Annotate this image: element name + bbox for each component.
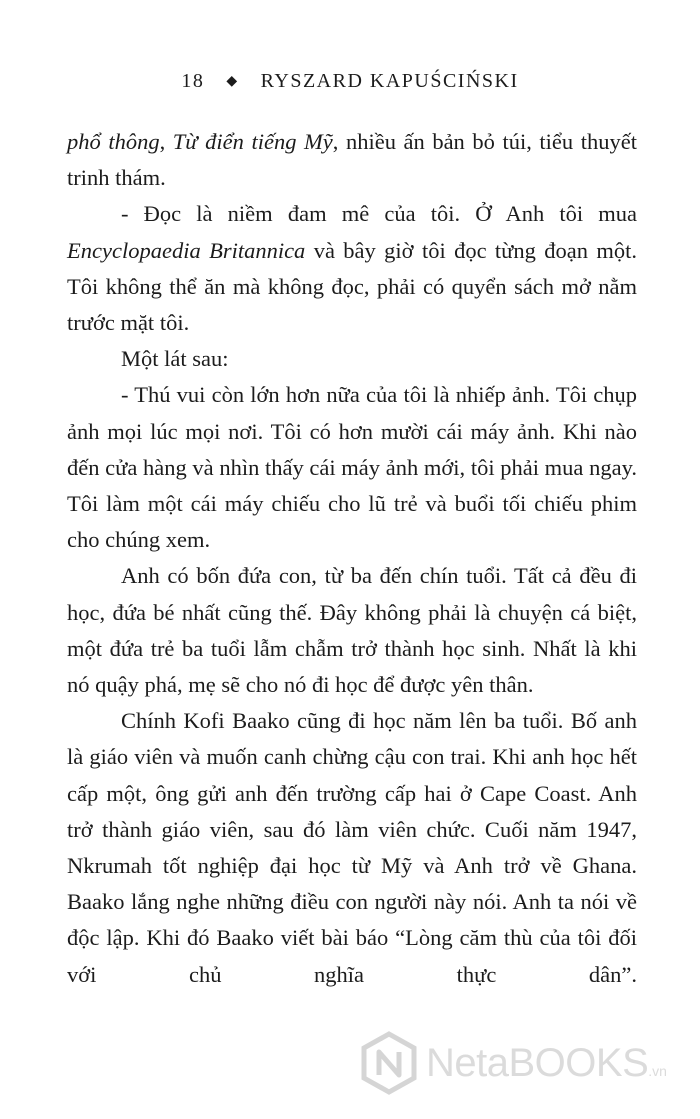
paragraph-1-rest: , nhiều ấn bản bỏ túi, tiểu thuyết trinh thám. — [67, 129, 637, 191]
italic-title-2: Từ điển tiếng Mỹ — [172, 129, 333, 154]
paragraph-4: - Thú vui còn lớn hơn nữa của tôi là nhiếp ảnh. Tôi chụp ảnh mọi lúc mọi nơi. Tôi có hơn mười cái máy ảnh. Khi nào đến cửa hàng và nhìn thấy cái máy ảnh mới, tôi phải mua ngay. Tôi làm một cái máy chiếu cho lũ trẻ và buổi tối chiếu phim cho chúng xem. — [67, 382, 637, 553]
page-number: 18 — [181, 70, 205, 92]
italic-encyclopaedia: Encyclopaedia Britannica — [67, 237, 306, 263]
italic-title-1: phổ thông — [67, 129, 160, 154]
paragraph-2-rest: và bây giờ tôi đọc từng đoạn một. Tôi không thể ăn mà không đọc, phải có quyển sách mở nằm trước mặt tôi. — [67, 237, 637, 336]
running-header — [0, 70, 700, 93]
hexagon-n-logo-icon — [360, 1031, 418, 1095]
running-title: RYSZARD KAPUŚCIŃSKI — [260, 70, 519, 92]
watermark-suffix: .vn — [648, 1062, 667, 1079]
diamond-separator-icon: ◆ — [226, 74, 239, 89]
watermark-brand — [426, 1041, 667, 1086]
paragraph-2 — [67, 196, 637, 341]
watermark-brand-name: NetaBOOKS — [426, 1040, 649, 1085]
paragraph-3: Một lát sau: — [121, 346, 229, 372]
body-text — [67, 124, 637, 993]
paragraph-2-start: - Đọc là niềm đam mê của tôi. Ở Anh tôi mua — [121, 201, 637, 227]
paragraph-1-separator: , — [159, 129, 173, 154]
paragraph-1 — [67, 124, 637, 196]
paragraph-6: Chính Kofi Baako cũng đi học năm lên ba tuổi. Bố anh là giáo viên và muốn canh chừng cậu con trai. Khi anh học hết cấp một, ông gửi anh đến trường cấp hai ở Cape Coast. Anh trở thành giáo viên, sau đó làm viên chức. Cuối năm 1947, Nkrumah tốt nghiệp đại học từ Mỹ và Anh trở về Ghana. Baako lắng nghe những điều con người này nói. Anh ta nói về độc lập. Khi đó Baako viết bài báo “Lòng căm thù của tôi đối với chủ nghĩa thực dân”. — [67, 708, 637, 987]
watermark — [360, 1030, 667, 1096]
paragraph-5: Anh có bốn đứa con, từ ba đến chín tuổi. Tất cả đều đi học, đứa bé nhất cũng thế. Đây không phải là chuyện cá biệt, một đứa trẻ ba tuổi lẫm chẫm trở thành học sinh. Nhất là khi nó quậy phá, mẹ sẽ cho nó đi học để được yên thân. — [67, 563, 637, 698]
